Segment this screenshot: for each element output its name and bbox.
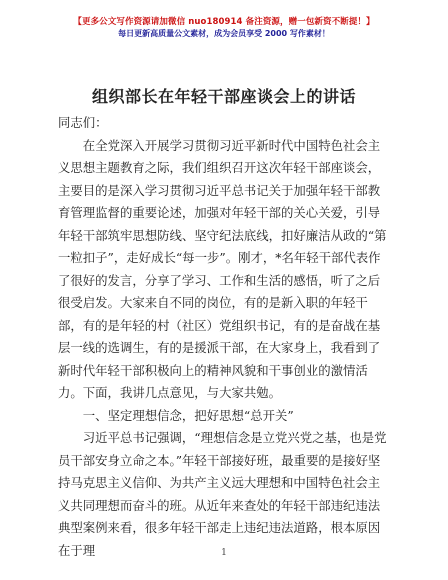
document-title: 组织部长在年轻干部座谈会上的讲话 (91, 87, 356, 106)
banner-line-2: 每日更新高质量公文素材，成为会员享受 2000 写作素材！ (118, 29, 330, 38)
salutation: 同志们： (58, 115, 108, 130)
banner-line-1: 【更多公文写作资源请加微信 nuo180914 备注资源，赠一包新资不断提！】 (73, 17, 375, 27)
paragraph-2: 习近平总书记强调，“理想信念是立党兴党之基，也是党员干部安身立命之本。”年轻干部接好班，最重要的是接好坚持马克思主义信仰、为共产主义远大理想和中国特色社会主义共同理想而奋斗的班。从近年来查处的年轻干部违纪违法典型案例来看，很多年轻干部走上违纪违法道路，根本原因在于理 (58, 430, 387, 558)
document-body (58, 112, 390, 562)
paragraph-1: 在全党深入开展学习贯彻习近平新时代中国特色社会主义思想主题教育之际，我们组织召开这次年轻干部座谈会，主要目的是深入学习贯彻习近平总书记关于加强年轻干部教育管理监督的重要论述，加强对年轻干部的关心关爱，引导年轻干部筑牢思想防线、坚守纪法底线，扣好廉洁从政的“第一粒扣子”，走好成长“每一步”。刚才，*名年轻干部代表作了很好的发言，分享了学习、工作和生活的感悟，听了之后很受启发。大家来自不同的岗位，有的是新入职的年轻干部，有的是年轻的村（社区）党组织书记，有的是奋战在基层一线的选调生，有的是援派干部，在大家身上，我看到了新时代年轻干部积极向上的精神风貌和干事创业的激情活力。下面，我讲几点意见，与大家共勉。 (58, 137, 387, 400)
section-heading-1: 一、坚定理想信念，把好思想“总开关” (82, 407, 294, 423)
page-number: 1 (221, 548, 227, 558)
header-banner (0, 16, 448, 40)
